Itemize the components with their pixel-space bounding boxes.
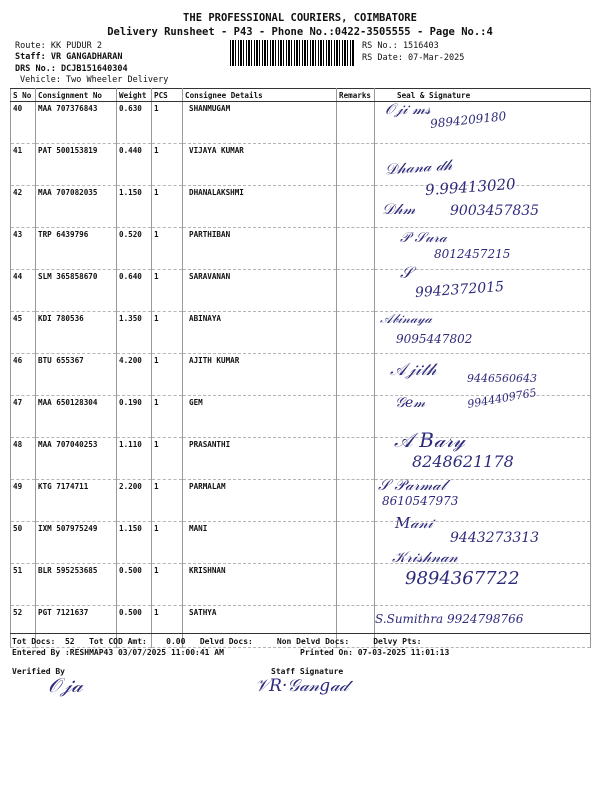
col-weight: Weight <box>117 89 152 102</box>
cell-consignee: SATHYA <box>183 606 337 648</box>
handwritten-signature: 𝒜 𝐵𝒶𝓇𝓎 <box>394 428 465 452</box>
cell-consignment: IXM 507975249 <box>36 522 117 564</box>
cell-sno: 48 <box>11 438 36 480</box>
cell-remarks <box>337 312 375 354</box>
cell-consignment: KDI 780536 <box>36 312 117 354</box>
cell-remarks <box>337 396 375 438</box>
entered-by: Entered By :RESHMAP43 03/07/2025 11:00:41 AM <box>12 648 224 657</box>
handwritten-signature: S.Sumithra 9924798766 <box>375 612 524 626</box>
cell-weight: 0.500 <box>117 564 152 606</box>
runsheet-title: Delivery Runsheet - P43 - Phone No.:0422-3505555 - Page No.:4 <box>107 26 493 38</box>
cell-remarks <box>337 480 375 522</box>
table-header <box>11 89 591 102</box>
col-remarks: Remarks <box>337 89 375 102</box>
cell-weight: 0.440 <box>117 144 152 186</box>
barcode <box>230 40 355 66</box>
cell-weight: 1.110 <box>117 438 152 480</box>
cell-remarks <box>337 270 375 312</box>
cell-consignee: VIJAYA KUMAR <box>183 144 337 186</box>
handwritten-phone: 9894209180 <box>429 109 507 131</box>
cell-consignee: PRASANTHI <box>183 438 337 480</box>
handwritten-phone: 9894367722 <box>405 568 520 589</box>
handwritten-signature: 𝒪𝒿𝒾 𝓂𝓈 <box>385 100 431 118</box>
cell-weight: 1.350 <box>117 312 152 354</box>
cell-consignment: SLM 365858670 <box>36 270 117 312</box>
cell-sno: 43 <box>11 228 36 270</box>
route-label: Route: KK PUDUR 2 <box>15 41 102 51</box>
handwritten-signature: 𝒦𝓇𝒾𝓈𝒽𝓃𝒶𝓃 <box>392 548 458 566</box>
handwritten-phone: 9443273313 <box>450 530 540 546</box>
col-sno: S No <box>11 89 36 102</box>
cell-remarks <box>337 354 375 396</box>
table-row <box>11 312 591 354</box>
cell-pcs: 1 <box>152 606 183 648</box>
cell-consignee: KRISHNAN <box>183 564 337 606</box>
rs-date: RS Date: 07-Mar-2025 <box>362 53 465 63</box>
staff-signature-label: Staff Signature <box>271 667 344 676</box>
handwritten-signature: 𝑀𝒶𝓃𝒾 <box>395 514 433 532</box>
cell-consignment: MAA 707376843 <box>36 102 117 144</box>
cell-weight: 1.150 <box>117 522 152 564</box>
handwritten-signature: 𝒮 <box>400 263 413 282</box>
cell-consignee: AJITH KUMAR <box>183 354 337 396</box>
cell-weight: 4.200 <box>117 354 152 396</box>
cell-sno: 40 <box>11 102 36 144</box>
cell-pcs: 1 <box>152 354 183 396</box>
table-bottom-rule <box>10 633 590 634</box>
handwritten-phone: 9095447802 <box>396 332 473 346</box>
col-signature: Seal & Signature <box>375 89 591 102</box>
cell-remarks <box>337 228 375 270</box>
cell-consignee: GEM <box>183 396 337 438</box>
cell-remarks <box>337 144 375 186</box>
cell-weight: 0.630 <box>117 102 152 144</box>
cell-sno: 45 <box>11 312 36 354</box>
handwritten-phone: 9.99413020 <box>424 174 517 200</box>
handwritten-phone: 8610547973 <box>382 494 459 508</box>
cell-sno: 49 <box>11 480 36 522</box>
staff-label: Staff: VR GANGADHARAN <box>15 52 123 62</box>
handwritten-phone: 9446560643 <box>467 372 537 385</box>
handwritten-signature: 𝒜𝒿𝒾𝓉𝒽 <box>390 360 437 380</box>
runsheet-table <box>10 88 591 648</box>
verifier-signature: 𝒪𝒿𝒶 <box>48 673 83 697</box>
cell-consignment: TRP 6439796 <box>36 228 117 270</box>
handwritten-signature: 𝒟𝒽𝓂 <box>382 200 416 218</box>
table-row <box>11 480 591 522</box>
cell-consignment: BLR 595253685 <box>36 564 117 606</box>
cell-sno: 41 <box>11 144 36 186</box>
totals-line: Tot Docs: 52 Tot COD Amt: 0.00 Delvd Docs: Non Delvd Docs: Delvy Pts: <box>12 637 422 646</box>
col-consignee: Consignee Details <box>183 89 337 102</box>
cell-remarks <box>337 438 375 480</box>
cell-sno: 51 <box>11 564 36 606</box>
cell-remarks <box>337 102 375 144</box>
drs-label: DRS No.: DCJB151640304 <box>15 64 128 74</box>
cell-pcs: 1 <box>152 102 183 144</box>
cell-pcs: 1 <box>152 396 183 438</box>
handwritten-signature: 𝒮 𝒫𝒶𝓇𝓂𝒶𝓁 <box>378 476 446 494</box>
cell-consignee: PARMALAM <box>183 480 337 522</box>
cell-pcs: 1 <box>152 522 183 564</box>
cell-weight: 0.520 <box>117 228 152 270</box>
rs-no: RS No.: 1516403 <box>362 41 439 51</box>
cell-pcs: 1 <box>152 186 183 228</box>
handwritten-phone: 8248621178 <box>412 452 514 471</box>
cell-consignment: MAA 707082035 <box>36 186 117 228</box>
cell-consignment: PGT 7121637 <box>36 606 117 648</box>
cell-sno: 50 <box>11 522 36 564</box>
handwritten-phone: 9942372015 <box>414 278 505 302</box>
cell-pcs: 1 <box>152 564 183 606</box>
cell-sno: 42 <box>11 186 36 228</box>
handwritten-signature: 𝒢𝑒𝓂 <box>395 395 426 411</box>
cell-weight: 0.190 <box>117 396 152 438</box>
handwritten-signature: 𝒫 𝒮𝓊𝓇𝒶 <box>400 230 447 246</box>
cell-consignee: ABINAYA <box>183 312 337 354</box>
cell-consignee: DHANALAKSHMI <box>183 186 337 228</box>
cell-remarks <box>337 564 375 606</box>
handwritten-signature: 𝒟𝒽𝒶𝓃𝒶 𝒹𝒽 <box>384 155 453 179</box>
cell-sno: 52 <box>11 606 36 648</box>
cell-pcs: 1 <box>152 270 183 312</box>
handwritten-phone: 8012457215 <box>434 247 511 261</box>
cell-consignment: BTU 655367 <box>36 354 117 396</box>
cell-sno: 47 <box>11 396 36 438</box>
vehicle-label: Vehicle: Two Wheeler Delivery <box>20 75 169 85</box>
cell-consignee: MANI <box>183 522 337 564</box>
staff-signature: 𝒱𝑅·𝒢𝒶𝓃𝑔𝒶𝒹 <box>255 676 349 696</box>
cell-sno: 44 <box>11 270 36 312</box>
cell-pcs: 1 <box>152 438 183 480</box>
col-consignment: Consignment No <box>36 89 117 102</box>
col-pcs: PCS <box>152 89 183 102</box>
company-title: THE PROFESSIONAL COURIERS, COIMBATORE <box>183 12 417 24</box>
cell-weight: 2.200 <box>117 480 152 522</box>
cell-consignee: PARTHIBAN <box>183 228 337 270</box>
cell-consignment: MAA 707040253 <box>36 438 117 480</box>
cell-pcs: 1 <box>152 228 183 270</box>
verified-by-label: Verified By <box>12 667 65 676</box>
cell-remarks <box>337 186 375 228</box>
cell-consignee: SHANMUGAM <box>183 102 337 144</box>
cell-weight: 1.150 <box>117 186 152 228</box>
cell-pcs: 1 <box>152 312 183 354</box>
handwritten-phone: 9003457835 <box>450 203 540 219</box>
cell-consignment: MAA 650128304 <box>36 396 117 438</box>
cell-weight: 0.640 <box>117 270 152 312</box>
printed-on: Printed On: 07-03-2025 11:01:13 <box>300 648 450 657</box>
cell-consignment: KTG 7174711 <box>36 480 117 522</box>
handwritten-phone: 9944409765 <box>466 386 538 411</box>
cell-pcs: 1 <box>152 480 183 522</box>
cell-weight: 0.500 <box>117 606 152 648</box>
cell-sno: 46 <box>11 354 36 396</box>
cell-pcs: 1 <box>152 144 183 186</box>
cell-remarks <box>337 522 375 564</box>
cell-consignment: PAT 500153819 <box>36 144 117 186</box>
handwritten-signature: 𝒜𝒷𝒾𝓃𝒶𝓎𝒶 <box>380 312 432 327</box>
cell-consignee: SARAVANAN <box>183 270 337 312</box>
